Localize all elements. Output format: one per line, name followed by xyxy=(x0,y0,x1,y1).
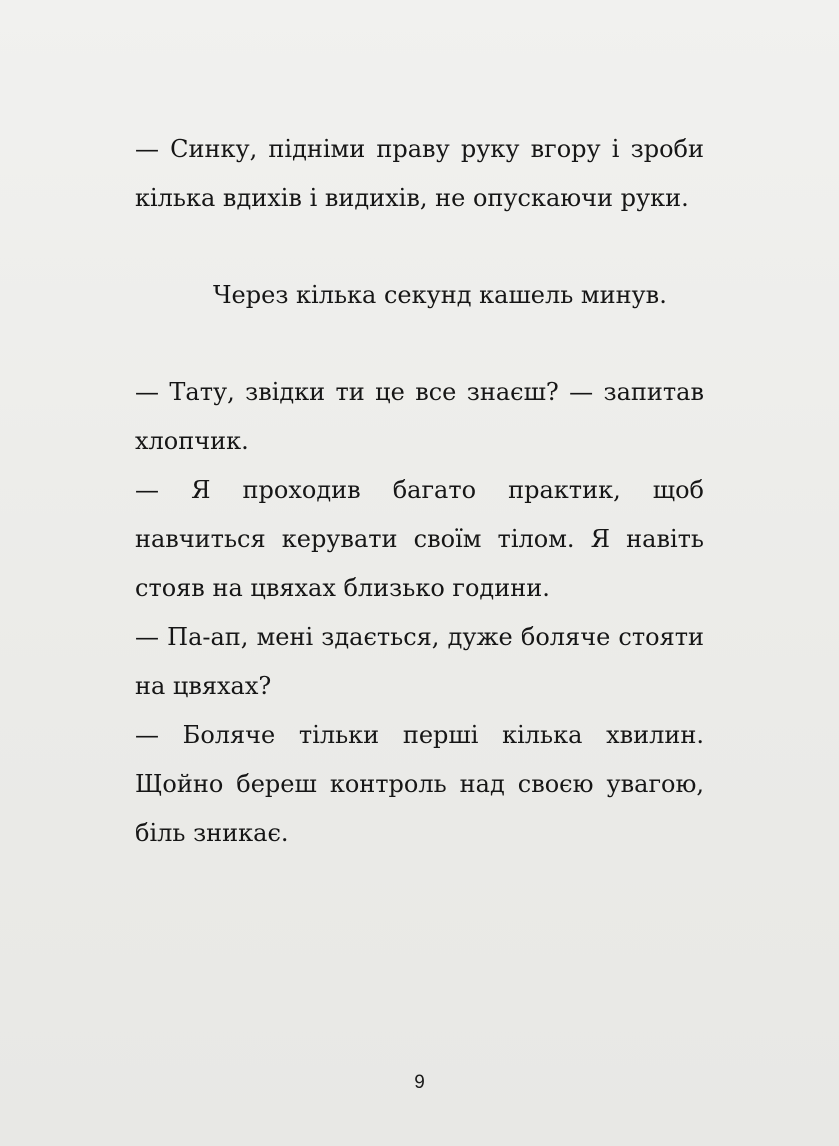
paragraph-5: — Па-ап, мені здається, дуже боляче стояти на цвяхах? xyxy=(135,623,704,700)
paragraph-4: — Я проходив багато практик, щоб навчиться керувати своїм тілом. Я навіть стояв на цвяхах близько години. xyxy=(135,476,704,602)
paragraph-2: Через кілька секунд кашель минув. xyxy=(213,281,667,309)
paragraph-gap xyxy=(135,320,704,368)
page-text xyxy=(135,125,704,858)
paragraph-1: — Синку, підніми праву руку вгору і зроби кілька вдихів і видихів, не опускаючи руки. xyxy=(135,135,704,212)
paragraph-3: — Тату, звідки ти це все знаєш? — запитав хлопчик. xyxy=(135,378,704,455)
paragraph-6: — Боляче тільки перші кілька хвилин. Щойно береш контроль над своєю увагою, біль зникає. xyxy=(135,721,704,847)
paragraph-gap xyxy=(135,223,704,271)
page-number: 9 xyxy=(414,1072,425,1093)
